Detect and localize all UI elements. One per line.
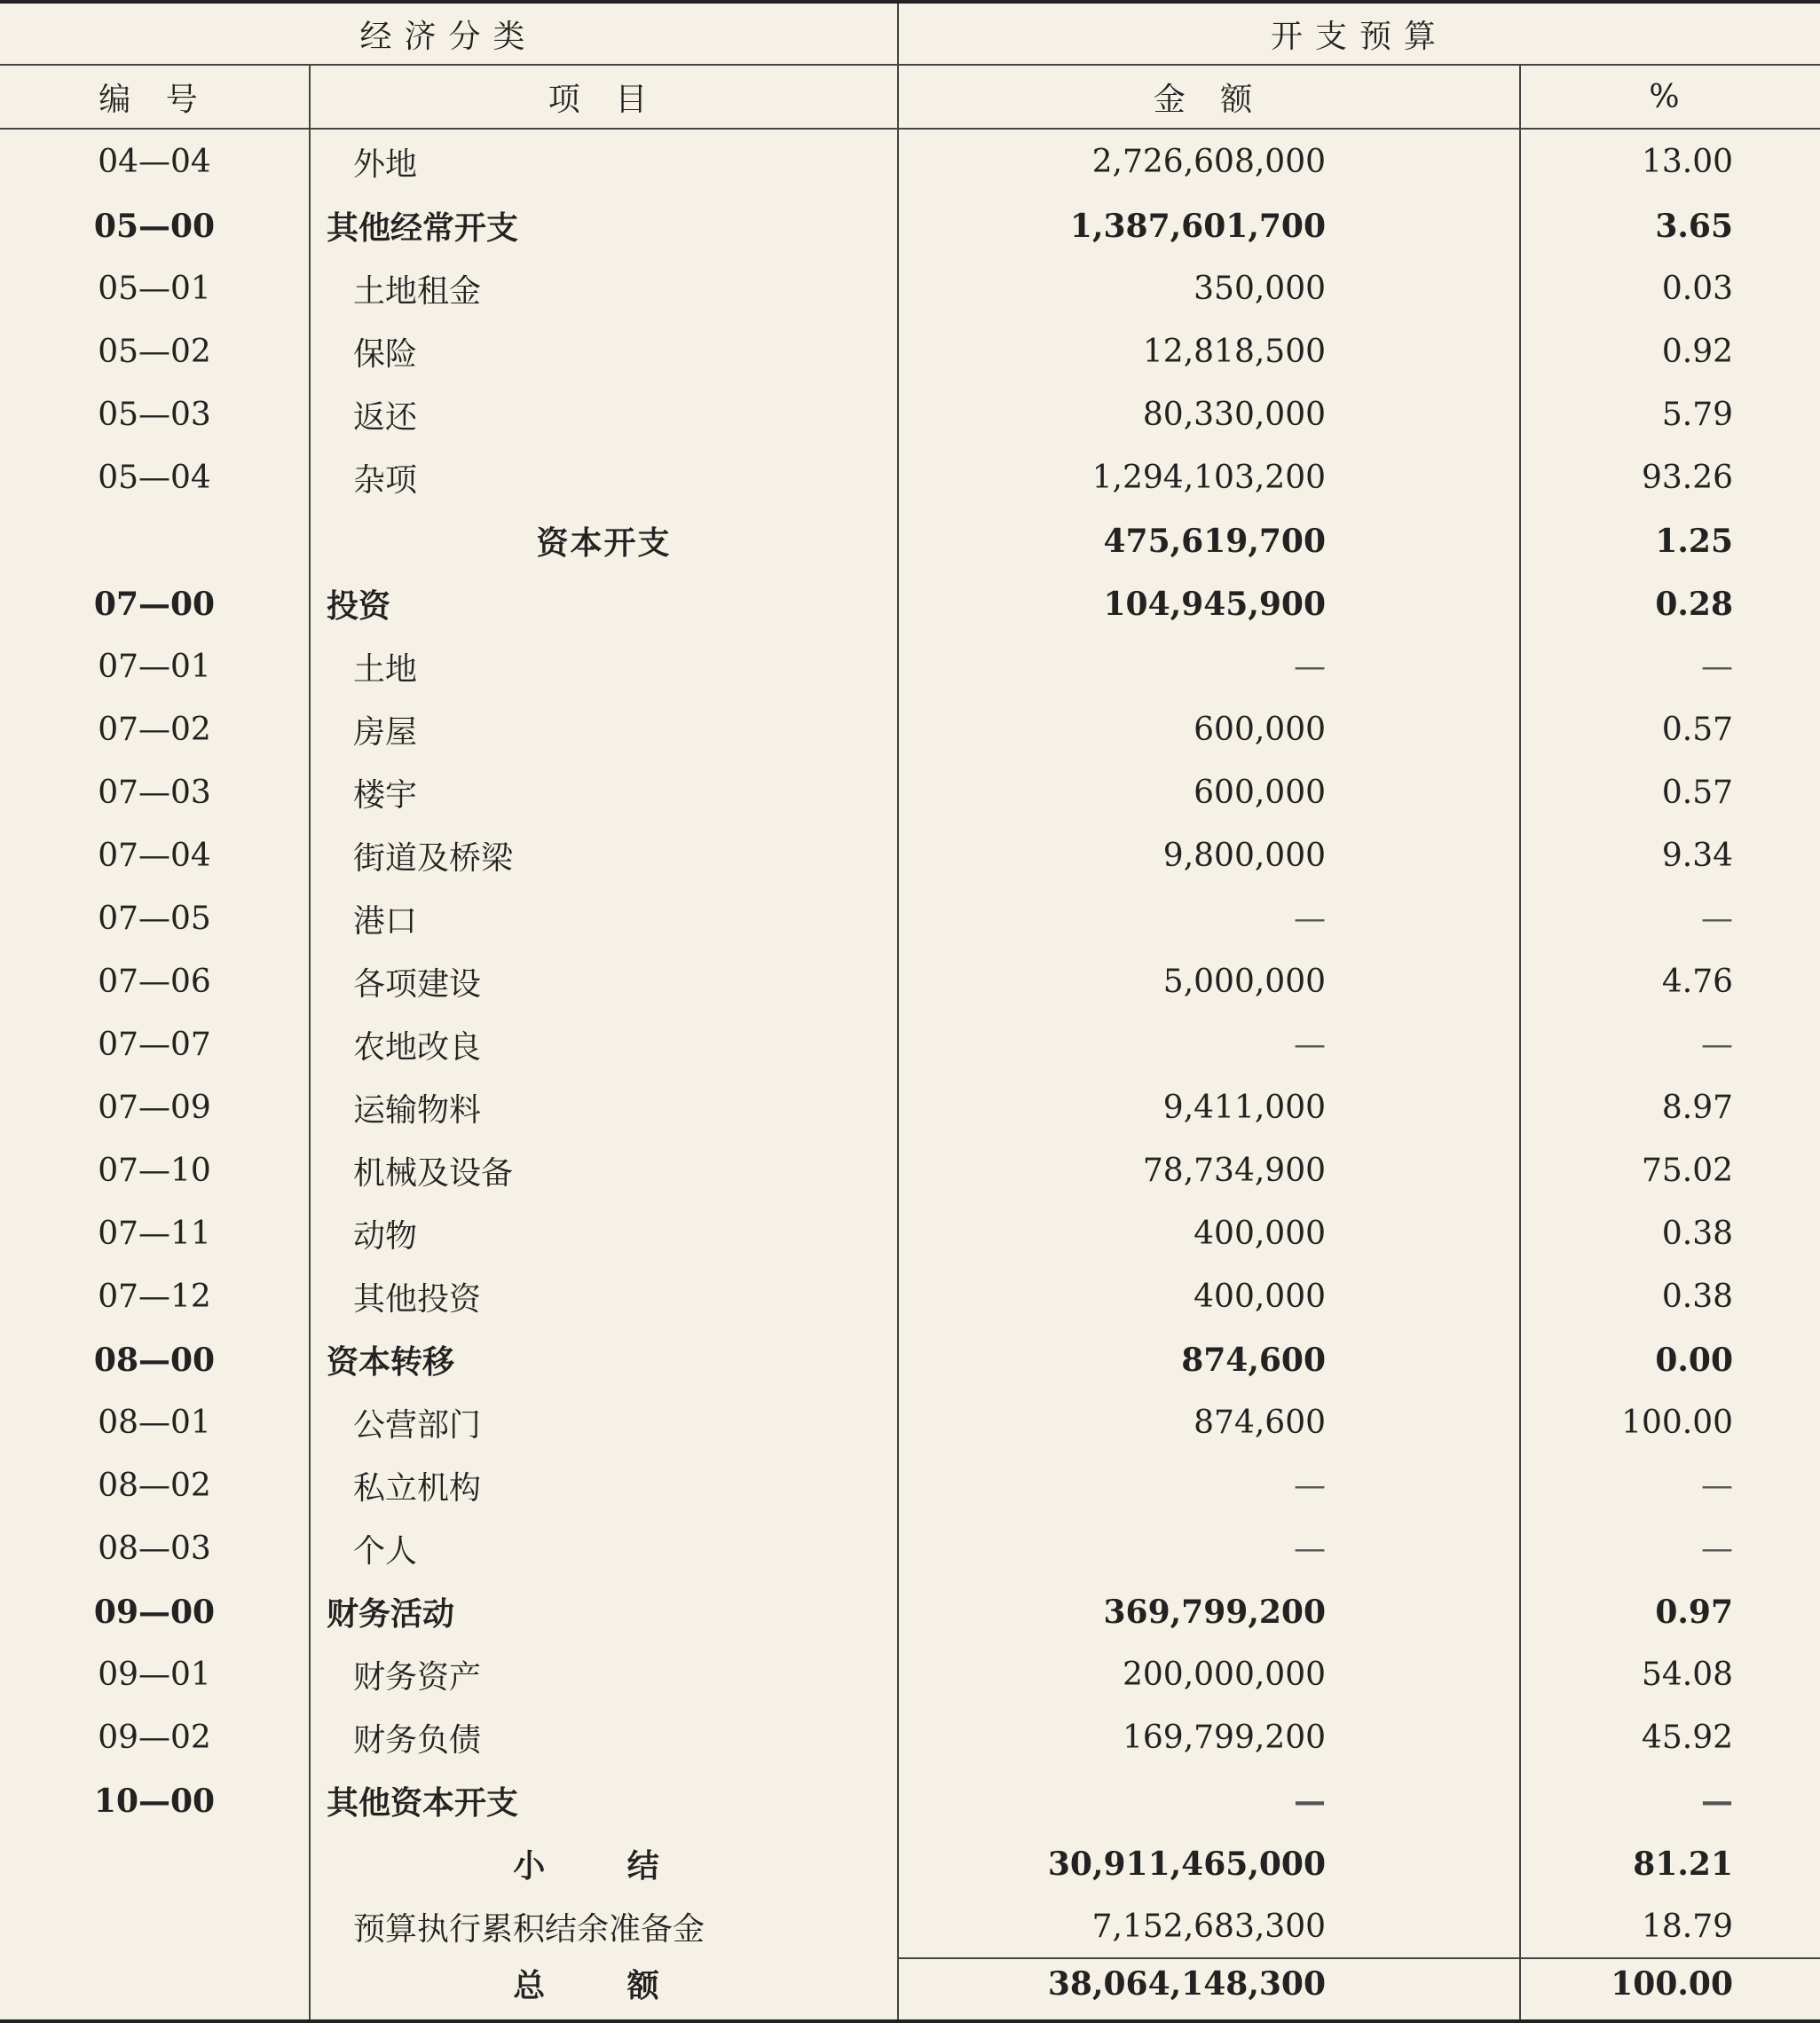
row-percent: 1.25 — [1520, 509, 1820, 572]
row-amount: 600,000 — [898, 761, 1520, 824]
row-amount: 369,799,200 — [898, 1580, 1520, 1643]
row-item: 小 结 — [310, 1832, 898, 1895]
row-code: 07—12 — [98, 1279, 211, 1315]
row-code — [0, 1832, 310, 1895]
table-row — [0, 1769, 1820, 1832]
row-code: 04—04 — [98, 144, 211, 180]
row-amount: 169,799,200 — [898, 1706, 1520, 1769]
table-row — [0, 320, 1820, 383]
row-item: 公营部门 — [310, 1391, 898, 1454]
row-item: 财务资产 — [310, 1643, 898, 1706]
header-item: 项 目 — [310, 65, 898, 129]
row-percent: 100.00 — [1520, 1958, 1820, 2021]
row-code: 07—05 — [98, 901, 211, 937]
row-percent: 54.08 — [1520, 1643, 1820, 1706]
row-percent: 0.57 — [1520, 698, 1820, 761]
row-code — [0, 509, 310, 572]
row-amount: 1,294,103,200 — [898, 446, 1520, 509]
table-row — [0, 950, 1820, 1013]
row-percent: 93.26 — [1520, 446, 1820, 509]
row-amount: 400,000 — [898, 1265, 1520, 1328]
row-percent: 0.97 — [1520, 1580, 1820, 1643]
row-item: 各项建设 — [310, 950, 898, 1013]
row-amount: 7,152,683,300 — [898, 1895, 1520, 1958]
row-percent: 81.21 — [1520, 1832, 1820, 1895]
row-item: 机械及设备 — [310, 1139, 898, 1202]
row-percent: — — [1520, 635, 1820, 698]
row-item: 街道及桥梁 — [310, 824, 898, 887]
row-percent: 0.57 — [1520, 761, 1820, 824]
row-code: 05—04 — [98, 460, 211, 496]
table-row — [0, 1013, 1820, 1076]
row-code — [0, 1895, 310, 1958]
row-code: 07—10 — [98, 1153, 211, 1189]
row-percent: 18.79 — [1520, 1895, 1820, 1958]
row-percent: — — [1520, 1769, 1820, 1832]
row-code: 07—11 — [98, 1216, 211, 1252]
row-percent: — — [1520, 887, 1820, 950]
table-row — [0, 194, 1820, 257]
table-header — [0, 2, 1820, 129]
row-percent: 5.79 — [1520, 383, 1820, 446]
row-percent: 45.92 — [1520, 1706, 1820, 1769]
row-item: 返还 — [310, 383, 898, 446]
table-row — [0, 1139, 1820, 1202]
row-amount: 874,600 — [898, 1391, 1520, 1454]
table-row — [0, 1202, 1820, 1265]
row-amount: 5,000,000 — [898, 950, 1520, 1013]
row-percent: 9.34 — [1520, 824, 1820, 887]
row-amount: 350,000 — [898, 257, 1520, 320]
row-item: 预算执行累积结余准备金 — [310, 1895, 898, 1958]
row-item: 其他资本开支 — [310, 1769, 898, 1832]
row-amount: 104,945,900 — [898, 572, 1520, 635]
row-percent: — — [1520, 1454, 1820, 1517]
row-code: 09—01 — [98, 1657, 211, 1693]
row-code: 07—01 — [98, 649, 211, 685]
row-code: 08—03 — [98, 1531, 211, 1567]
row-amount: — — [898, 887, 1520, 950]
header-row-groups — [0, 2, 1820, 65]
row-code: 08—01 — [98, 1405, 211, 1441]
table-row — [0, 698, 1820, 761]
header-percent: % — [1520, 65, 1820, 129]
row-code: 05—03 — [98, 397, 211, 433]
table-row — [0, 1265, 1820, 1328]
row-item: 港口 — [310, 887, 898, 950]
row-item: 资本开支 — [310, 509, 898, 572]
row-amount: — — [898, 1454, 1520, 1517]
row-code: 07—00 — [93, 585, 216, 623]
row-item: 房屋 — [310, 698, 898, 761]
row-item: 土地租金 — [310, 257, 898, 320]
row-code: 07—03 — [98, 775, 211, 811]
row-amount: 1,387,601,700 — [898, 194, 1520, 257]
row-amount: 9,411,000 — [898, 1076, 1520, 1139]
row-amount: — — [898, 635, 1520, 698]
row-amount: 38,064,148,300 — [898, 1958, 1520, 2021]
row-code: 05—00 — [93, 207, 216, 245]
row-item: 资本转移 — [310, 1328, 898, 1391]
row-item: 动物 — [310, 1202, 898, 1265]
row-item: 保险 — [310, 320, 898, 383]
row-percent: 4.76 — [1520, 950, 1820, 1013]
table-row — [0, 1328, 1820, 1391]
row-item: 运输物料 — [310, 1076, 898, 1139]
row-code: 07—02 — [98, 712, 211, 748]
table-row — [0, 824, 1820, 887]
row-amount: 200,000,000 — [898, 1643, 1520, 1706]
row-amount: 874,600 — [898, 1328, 1520, 1391]
table-row — [0, 383, 1820, 446]
row-item: 土地 — [310, 635, 898, 698]
row-code — [0, 1958, 310, 2021]
row-amount: 30,911,465,000 — [898, 1832, 1520, 1895]
row-percent: 3.65 — [1520, 194, 1820, 257]
table-row — [0, 129, 1820, 194]
row-item: 农地改良 — [310, 1013, 898, 1076]
row-code: 07—04 — [98, 838, 211, 874]
row-amount: 9,800,000 — [898, 824, 1520, 887]
row-percent: 0.28 — [1520, 572, 1820, 635]
row-percent: 75.02 — [1520, 1139, 1820, 1202]
table-row — [0, 1391, 1820, 1454]
row-percent: 0.92 — [1520, 320, 1820, 383]
row-code: 09—02 — [98, 1720, 211, 1756]
row-item: 杂项 — [310, 446, 898, 509]
row-item: 投资 — [310, 572, 898, 635]
header-code: 编 号 — [0, 65, 310, 129]
row-code: 07—07 — [98, 1027, 211, 1063]
row-amount: 12,818,500 — [898, 320, 1520, 383]
row-item: 总 额 — [310, 1958, 898, 2021]
row-percent: 13.00 — [1520, 129, 1820, 194]
table-row — [0, 1517, 1820, 1580]
table-row — [0, 761, 1820, 824]
table-row — [0, 1454, 1820, 1517]
table-row — [0, 446, 1820, 509]
row-item: 财务活动 — [310, 1580, 898, 1643]
row-item: 个人 — [310, 1517, 898, 1580]
row-amount: — — [898, 1517, 1520, 1580]
table-row — [0, 1832, 1820, 1895]
row-percent: 100.00 — [1520, 1391, 1820, 1454]
row-item: 其他经常开支 — [310, 194, 898, 257]
row-amount: 78,734,900 — [898, 1139, 1520, 1202]
row-code: 10—00 — [93, 1782, 216, 1820]
row-item: 楼宇 — [310, 761, 898, 824]
row-code: 09—00 — [93, 1593, 216, 1631]
row-item: 外地 — [310, 129, 898, 194]
table-row — [0, 887, 1820, 950]
row-percent: 0.38 — [1520, 1202, 1820, 1265]
row-percent: — — [1520, 1517, 1820, 1580]
row-amount: 400,000 — [898, 1202, 1520, 1265]
row-code: 08—00 — [93, 1341, 216, 1379]
row-percent: 0.38 — [1520, 1265, 1820, 1328]
table-row — [0, 1076, 1820, 1139]
table-row — [0, 257, 1820, 320]
row-percent: 8.97 — [1520, 1076, 1820, 1139]
table-row — [0, 509, 1820, 572]
header-row-columns — [0, 65, 1820, 129]
row-code: 08—02 — [98, 1468, 211, 1504]
table-row — [0, 1580, 1820, 1643]
row-code: 07—06 — [98, 964, 211, 1000]
row-item: 其他投资 — [310, 1265, 898, 1328]
header-economic-classification: 经济分类 — [0, 2, 898, 65]
header-expenditure-budget: 开支预算 — [898, 2, 1820, 65]
row-amount: 475,619,700 — [898, 509, 1520, 572]
row-amount: 2,726,608,000 — [898, 129, 1520, 194]
row-percent: — — [1520, 1013, 1820, 1076]
row-item: 财务负债 — [310, 1706, 898, 1769]
row-amount: — — [898, 1769, 1520, 1832]
row-code: 05—01 — [98, 271, 211, 307]
row-amount: — — [898, 1013, 1520, 1076]
row-amount: 80,330,000 — [898, 383, 1520, 446]
table-row — [0, 1958, 1820, 2021]
row-amount: 600,000 — [898, 698, 1520, 761]
row-percent: 0.03 — [1520, 257, 1820, 320]
table-row — [0, 1643, 1820, 1706]
table-row — [0, 572, 1820, 635]
row-item: 私立机构 — [310, 1454, 898, 1517]
row-code: 05—02 — [98, 334, 211, 370]
row-code: 07—09 — [98, 1090, 211, 1126]
header-amount: 金 额 — [898, 65, 1520, 129]
row-percent: 0.00 — [1520, 1328, 1820, 1391]
table-row — [0, 1706, 1820, 1769]
table-body — [0, 129, 1820, 2021]
table-row — [0, 1895, 1820, 1958]
table-row — [0, 635, 1820, 698]
